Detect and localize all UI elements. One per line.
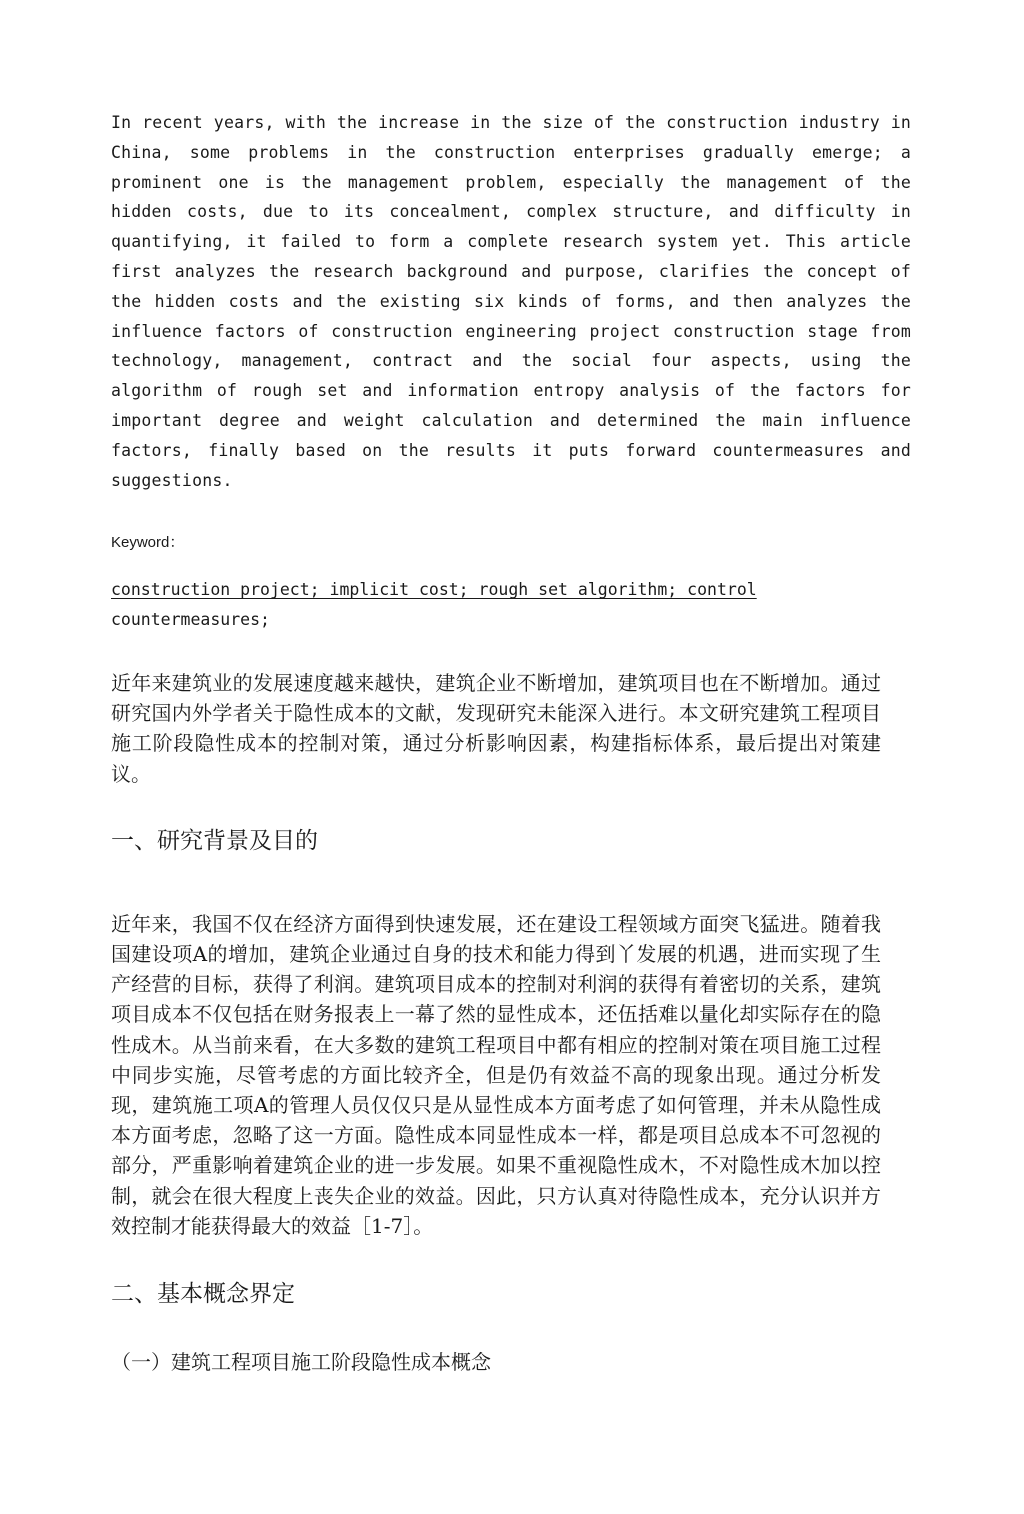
subsection-heading-hidden-cost: （一）建筑工程项目施工阶段隐性成本概念	[111, 1350, 491, 1374]
keyword-links[interactable]: construction project; implicit cost; rough set algorithm; control	[111, 580, 757, 600]
section-heading-concepts: 二、基本概念界定	[111, 1281, 295, 1307]
keyword-rest: countermeasures;	[111, 610, 270, 630]
chinese-abstract: 近年来建筑业的发展速度越来越快，建筑企业不断增加，建筑项目也在不断增加。通过研究国内外学者关于隐性成本的文献，发现研究未能深入进行。本文研究建筑工程项目施工阶段隐性成本的控制对策，通过分析影响因素，构建指标体系，最后提出对策建议。	[111, 670, 881, 786]
section-heading-background: 一、研究背景及目的	[111, 827, 318, 854]
keyword-list	[111, 575, 831, 635]
english-abstract: In recent years, with the increase in the size of the construction industry in China, some problems in the construction enterprises gradually emerge; a prominent one is the management problem, especially the management of the hidden costs, due to its concealment, complex structure, and difficulty in quantifying, it failed to form a complete research system yet. This article first analyzes the research background and purpose, clarifies the concept of the hidden costs and the existing six kinds of forms, and then analyzes the influence factors of construction engineering project construction stage from technology, management, contract and the social four aspects, using the algorithm of rough set and information entropy analysis of the factors for important degree and weight calculation and determined the main influence factors, finally based on the results it puts forward countermeasures and suggestions.	[111, 113, 911, 490]
document-page	[111, 108, 911, 1377]
section-body-background: 近年来，我国不仅在经济方面得到快速发展，还在建设工程领域方面突飞猛进。随着我国建设项A的增加，建筑企业通过自身的技术和能力得到丫发展的机遇，进而实现了生产经营的目标，获得了利润。建筑项目成本的控制对利润的获得有着密切的关系，建筑项目成本不仅包括在财务报表上一幕了然的显性成本，还伍括难以量化却实际存在的隐性成木。从当前来看，在大多数的建筑工程项目中都有相应的控制对策在项目施工过程中同步实施，尽管考虑的方面比较齐全，但是仍有效益不高的现象出现。通过分析发现，建筑施工项A的管理人员仅仅只是从显性成本方面考虑了如何管理，并未从隐性成本方面考虑，忽略了这一方面。隐性成本同显性成本一样，都是项目总成本不可忽视的部分，严重影响着建筑企业的进一步发展。如果不重视隐性成木，不对隐性成木加以控制，就会在很大程度上丧失企业的效益。因此，只方认真对待隐性成本，充分认识并方效控制才能获得最大的效益［1-7］。	[111, 911, 881, 1238]
keyword-label: Keyword：	[111, 534, 185, 552]
